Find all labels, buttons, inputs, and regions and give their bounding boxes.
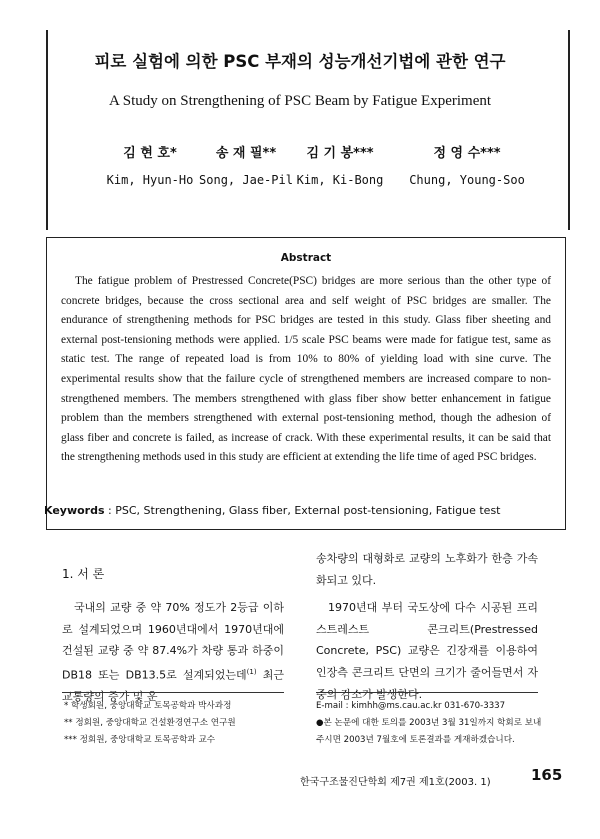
author-name-korean: 정 영 수*** bbox=[433, 146, 501, 161]
citation-ref: (1) bbox=[246, 667, 257, 676]
author-name-korean: 김 기 봉*** bbox=[306, 146, 374, 161]
body-paragraph: 송차량의 대형화로 교량의 노후화가 한층 가속화되고 있다. bbox=[316, 552, 538, 587]
author-name-korean: 김 현 호* bbox=[123, 146, 177, 161]
discussion-note: ●본 논문에 대한 토의를 2003년 3월 31일까지 학회로 보내주시면 2003년 7월호에 토론결과를 게재하겠습니다. bbox=[316, 718, 542, 745]
contact-email: E-mail : kimhh@ms.cau.ac.kr 031-670-3337 bbox=[316, 701, 506, 711]
author-name-korean: 송 재 필** bbox=[215, 146, 277, 161]
body-text-tail: 최근 교통량의 증가 및 운 bbox=[62, 668, 284, 704]
page-number: 165 bbox=[531, 766, 563, 784]
keywords bbox=[44, 504, 524, 517]
footnote-author-2: ** 정회원, 중앙대학교 건설환경연구소 연구원 bbox=[64, 718, 236, 728]
footnotes-left bbox=[64, 698, 286, 749]
author-name-english: Chung, Young-Soo bbox=[409, 173, 525, 187]
abstract-heading: Abstract bbox=[280, 252, 332, 264]
footnote-divider-right bbox=[316, 692, 538, 693]
journal-footer: 한국구조물진단학회 제7권 제1호(2003. 1) bbox=[300, 777, 491, 788]
footnotes-right bbox=[316, 698, 542, 749]
author-name-english: Kim, Ki-Bong bbox=[296, 173, 384, 187]
body-right-column bbox=[316, 548, 538, 705]
body-text: 국내의 교량 중 약 70% 정도가 2등급 이하로 설계되었으며 1960년대에서 1970년대에 건설된 교량 중 약 87.4%가 차량 통과 하중이 DB18 또는 DB13.5로 설계되었는데 bbox=[62, 601, 284, 682]
keywords-text: : PSC, Strengthening, Glass fiber, External post-tensioning, Fatigue test bbox=[108, 504, 501, 517]
footnote-author-1: * 학생회원, 중앙대학교 토목공학과 박사과정 bbox=[64, 701, 232, 711]
footnote-divider-left bbox=[62, 692, 284, 693]
paper-title-english: A Study on Strengthening of PSC Beam by Fatigue Experiment bbox=[108, 93, 492, 109]
author-4 bbox=[382, 142, 552, 187]
abstract-text: The fatigue problem of Prestressed Concrete(PSC) bridges are more serious than the other type of concrete bridges, because the cross sectional area and self weight of PSC bridges are smaller. The endurance of strengthening methods for PSC bridges are tested in this study. Glass fiber sheeting and external post-tensioning methods were applied. 1/5 scale PSC beams were made for fatigue test, same as static test. The range of repeated load is from 10% to 80% of yielding load with sine curve. The experimental results show that the failure cycle of strengthened members are increased compare to non-strengthened members. The members strengthened with glass fiber show better enhancement in fatigue problem than the members strengthened with external post-tensioning method, though the adhesion of glass fiber and concrete is failed, as increase of crack. With these experimental results, it can be said that the strengthening methods used in this study are efficient at extending the life time of aged PSC bridges. bbox=[61, 275, 551, 464]
author-name-english: Kim, Hyun-Ho bbox=[106, 173, 194, 187]
section-heading: 1. 서 론 bbox=[62, 567, 105, 581]
abstract-box bbox=[46, 237, 566, 530]
author-name-english: Song, Jae-Pil bbox=[199, 173, 293, 187]
paper-title-korean: 피로 실험에 의한 PSC 부재의 성능개선기법에 관한 연구 bbox=[94, 52, 506, 71]
keywords-label: Keywords bbox=[44, 504, 105, 517]
footnote-author-3: *** 정회원, 중앙대학교 토목공학과 교수 bbox=[64, 735, 216, 745]
body-paragraph: 1970년대 부터 국도상에 다수 시공된 프리스트레스트 콘크리트(Prestressed Concrete, PSC) 교량은 긴장재를 이용하여 인장측 콘크리트 단면의 크기가 줄어들면서 자중의 감소가 발생한다. bbox=[316, 601, 538, 701]
